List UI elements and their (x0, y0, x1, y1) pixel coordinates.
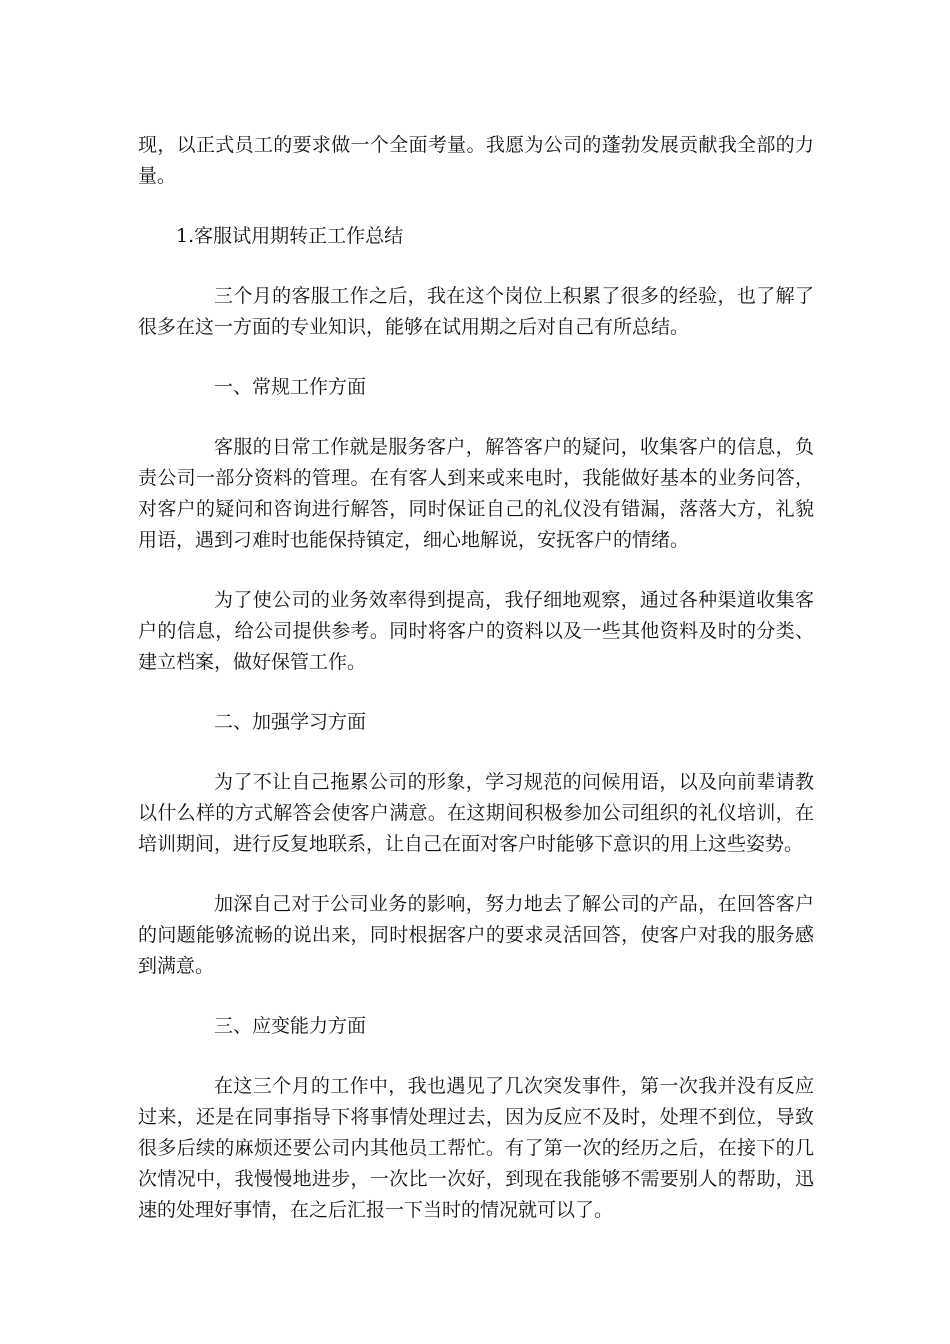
document-title: 1.客服试用期转正工作总结 (176, 225, 404, 247)
paragraph-adaptability-1: 在这三个月的工作中，我也遇见了几次突发事件，第一次我并没有反应过来，还是在同事指导下将事情处理过去，因为反应不及时，处理不到位，导致很多后续的麻烦还要公司内其他员工帮忙。有了第一次的经历之后，在接下的几次情况中，我慢慢地进步，一次比一次好，到现在我能够不需要别人的帮助，迅速的处理好事情，在之后汇报一下当时的情况就可以了。 (138, 1075, 814, 1221)
paragraph-learning-2: 加深自己对于公司业务的影响，努力地去了解公司的产品，在回答客户的问题能够流畅的说出来，同时根据客户的要求灵活回答，使客户对我的服务感到满意。 (138, 893, 814, 977)
paragraph-learning-1: 为了不让自己拖累公司的形象，学习规范的问候用语，以及向前辈请教以什么样的方式解答会使客户满意。在这期间积极参加公司组织的礼仪培训，在培训期间，进行反复地联系，让自己在面对客户时能够下意识的用上这些姿势。 (138, 771, 814, 855)
document-body (138, 130, 814, 1255)
paragraph-routine-work-1: 客服的日常工作就是服务客户，解答客户的疑问，收集客户的信息，负责公司一部分资料的管理。在有客人到来或来电时，我能做好基本的业务问答，对客户的疑问和咨询进行解答，同时保证自己的礼仪没有错漏，落落大方，礼貌用语，遇到刁难时也能保持镇定，细心地解说，安抚客户的情绪。 (138, 436, 814, 551)
section-heading-learning: 二、加强学习方面 (214, 711, 367, 733)
section-heading-adaptability: 三、应变能力方面 (214, 1015, 367, 1037)
paragraph-routine-work-2: 为了使公司的业务效率得到提高，我仔细地观察，通过各种渠道收集客户的信息，给公司提供参考。同时将客户的资料以及一些其他资料及时的分类、建立档案，做好保管工作。 (138, 589, 814, 673)
section-heading-routine-work: 一、常规工作方面 (214, 376, 367, 398)
paragraph-continuation: 现，以正式员工的要求做一个全面考量。我愿为公司的蓬勃发展贡献我全部的力量。 (138, 134, 814, 187)
paragraph-intro: 三个月的客服工作之后，我在这个岗位上积累了很多的经验，也了解了很多在这一方面的专业知识，能够在试用期之后对自己有所总结。 (138, 285, 814, 338)
